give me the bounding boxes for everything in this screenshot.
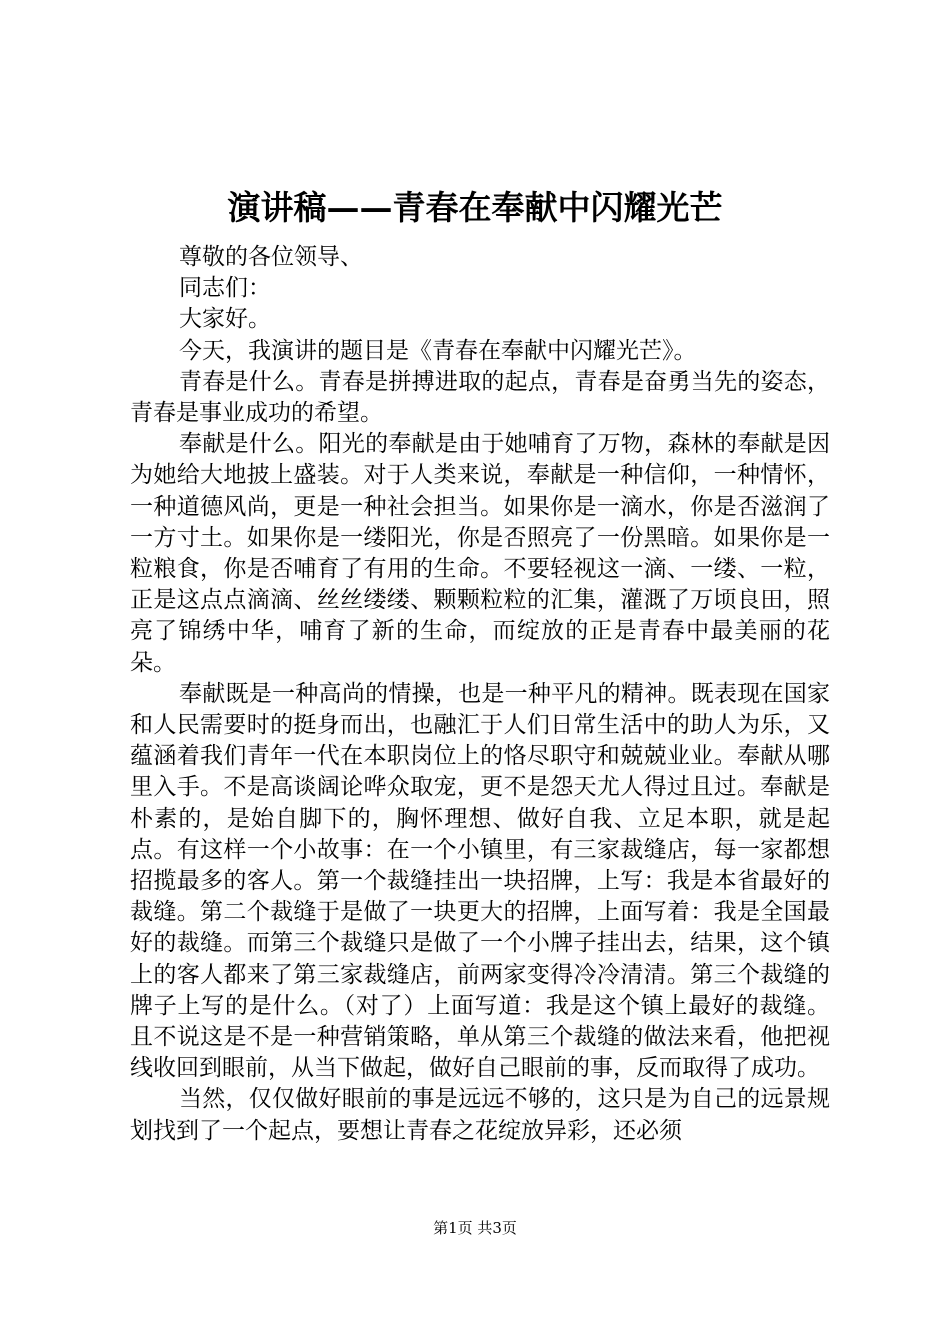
- document-title: 演讲稿——青春在奉献中闪耀光芒: [227, 188, 723, 227]
- paragraph: 大家好。: [179, 306, 271, 333]
- paragraph: 今天，我演讲的题目是《青春在奉献中闪耀光芒》。: [179, 337, 697, 364]
- paragraph: 同志们：: [179, 275, 271, 302]
- paragraph: 奉献是什么。阳光的奉献是由于她哺育了万物，森林的奉献是因为她给大地披上盛装。对于人类来说，奉献是一种信仰，一种情怀，一种道德风尚，更是一种社会担当。如果你是一滴水，你是否滋润了一方寸土。如果你是一缕阳光，你是否照亮了一份黑暗。如果你是一粒粮食，你是否哺育了有用的生命。不要轻视这一滴、一缕、一粒，正是这点点滴滴、丝丝缕缕、颗颗粒粒的汇集，灌溉了万顷良田，照亮了锦绣中华，哺育了新的生命，而绽放的正是青春中最美丽的花朵。: [130, 431, 830, 676]
- page-number-footer: 第1页 共3页: [433, 1219, 517, 1237]
- document-body: [130, 242, 830, 1147]
- paragraph: 奉献既是一种高尚的情操，也是一种平凡的精神。既表现在国家和人民需要时的挺身而出，也融汇于人们日常生活中的助人为乐，又蕴涵着我们青年一代在本职岗位上的恪尽职守和兢兢业业。奉献从哪里入手。不是高谈阔论哗众取宠，更不是怨天尤人得过且过。奉献是朴素的，是始自脚下的，胸怀理想、做好自我、立足本职，就是起点。有这样一个小故事：在一个小镇里，有三家裁缝店，每一家都想招揽最多的客人。第一个裁缝挂出一块招牌，上写：我是本省最好的裁缝。第二个裁缝于是做了一块更大的招牌，上面写着：我是全国最好的裁缝。而第三个裁缝只是做了一个小牌子挂出去，结果，这个镇上的客人都来了第三家裁缝店，前两家变得冷冷清清。第三个裁缝的牌子上写的是什么。（对了）上面写道：我是这个镇上最好的裁缝。且不说这是不是一种营销策略，单从第三个裁缝的做法来看，他把视线收回到眼前，从当下做起，做好自己眼前的事，反而取得了成功。: [130, 680, 830, 1082]
- paragraph: 当然，仅仅做好眼前的事是远远不够的，这只是为自己的远景规划找到了一个起点，要想让青春之花绽放异彩，还必须: [130, 1086, 830, 1144]
- paragraph: 尊敬的各位领导、: [179, 244, 363, 270]
- paragraph: 青春是什么。青春是拼搏进取的起点，青春是奋勇当先的姿态，青春是事业成功的希望。: [130, 368, 830, 427]
